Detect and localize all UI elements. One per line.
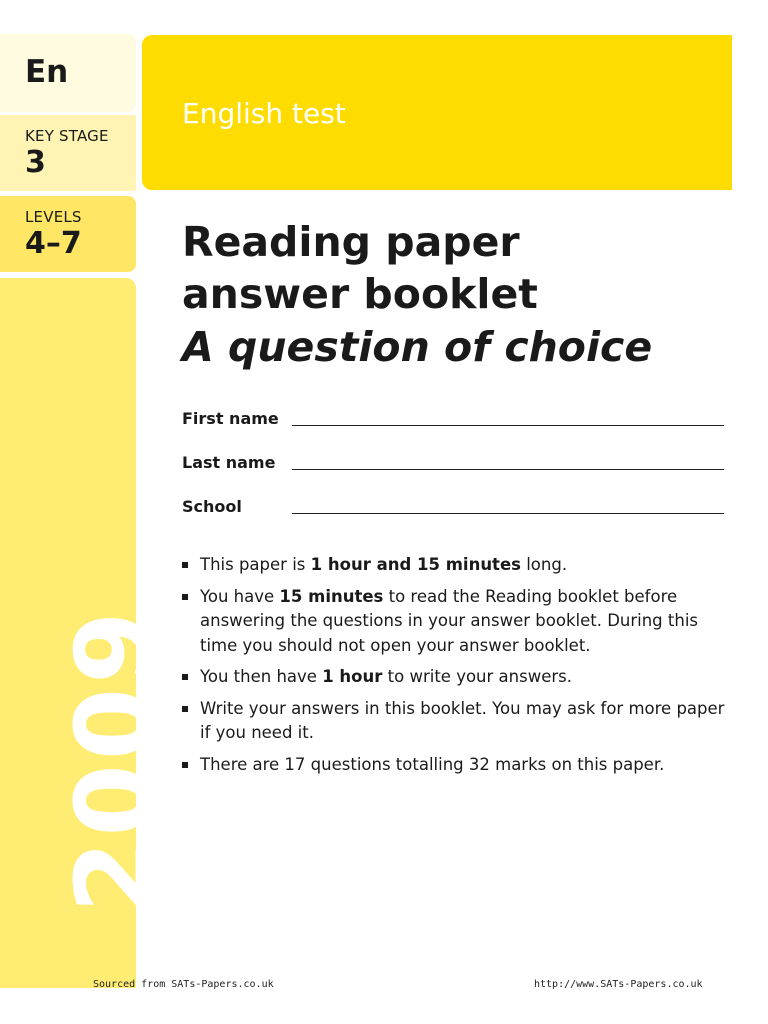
instruction-item: There are 17 questions totalling 32 marks on this paper. — [182, 753, 727, 778]
first-name-line[interactable] — [292, 425, 724, 426]
school-label: School — [182, 497, 242, 516]
key-stage-value: 3 — [25, 145, 46, 180]
instruction-item: You have 15 minutes to read the Reading booklet before answering the questions in your answer booklet. During this time you should not open your answer booklet. — [182, 585, 727, 659]
bullet-icon — [182, 562, 188, 568]
paper-title-line-1: Reading paper — [182, 218, 520, 266]
levels-value: 4–7 — [25, 226, 82, 261]
last-name-label: Last name — [182, 453, 276, 472]
first-name-field[interactable] — [182, 409, 724, 433]
levels-label: LEVELS — [25, 208, 82, 226]
bullet-icon — [182, 594, 188, 600]
bullet-icon — [182, 762, 188, 768]
footer-source-left: Sourced from SATs-Papers.co.uk — [93, 979, 274, 990]
school-line[interactable] — [292, 513, 724, 514]
subject-code: En — [25, 54, 69, 90]
year-box — [0, 278, 175, 988]
key-stage-label: KEY STAGE — [25, 127, 109, 145]
subject-box — [0, 34, 136, 112]
instruction-item: Write your answers in this booklet. You may ask for more paper if you need it. — [182, 697, 727, 746]
last-name-line[interactable] — [292, 469, 724, 470]
paper-title-line-2: answer booklet — [182, 270, 538, 318]
key-stage-box — [0, 115, 136, 191]
school-field[interactable] — [182, 497, 724, 521]
last-name-field[interactable] — [182, 453, 724, 477]
header-band — [142, 35, 732, 190]
year-text: 2009 — [53, 607, 175, 913]
instructions-list — [182, 553, 727, 784]
paper-subtitle: A question of choice — [182, 323, 653, 371]
bullet-icon — [182, 706, 188, 712]
footer-source-url[interactable]: http://www.SATs-Papers.co.uk — [534, 979, 703, 990]
bullet-icon — [182, 674, 188, 680]
levels-box — [0, 196, 136, 272]
instruction-item: This paper is 1 hour and 15 minutes long. — [182, 553, 727, 578]
instruction-item: You then have 1 hour to write your answers. — [182, 665, 727, 690]
first-name-label: First name — [182, 409, 279, 428]
test-title: English test — [182, 97, 346, 130]
